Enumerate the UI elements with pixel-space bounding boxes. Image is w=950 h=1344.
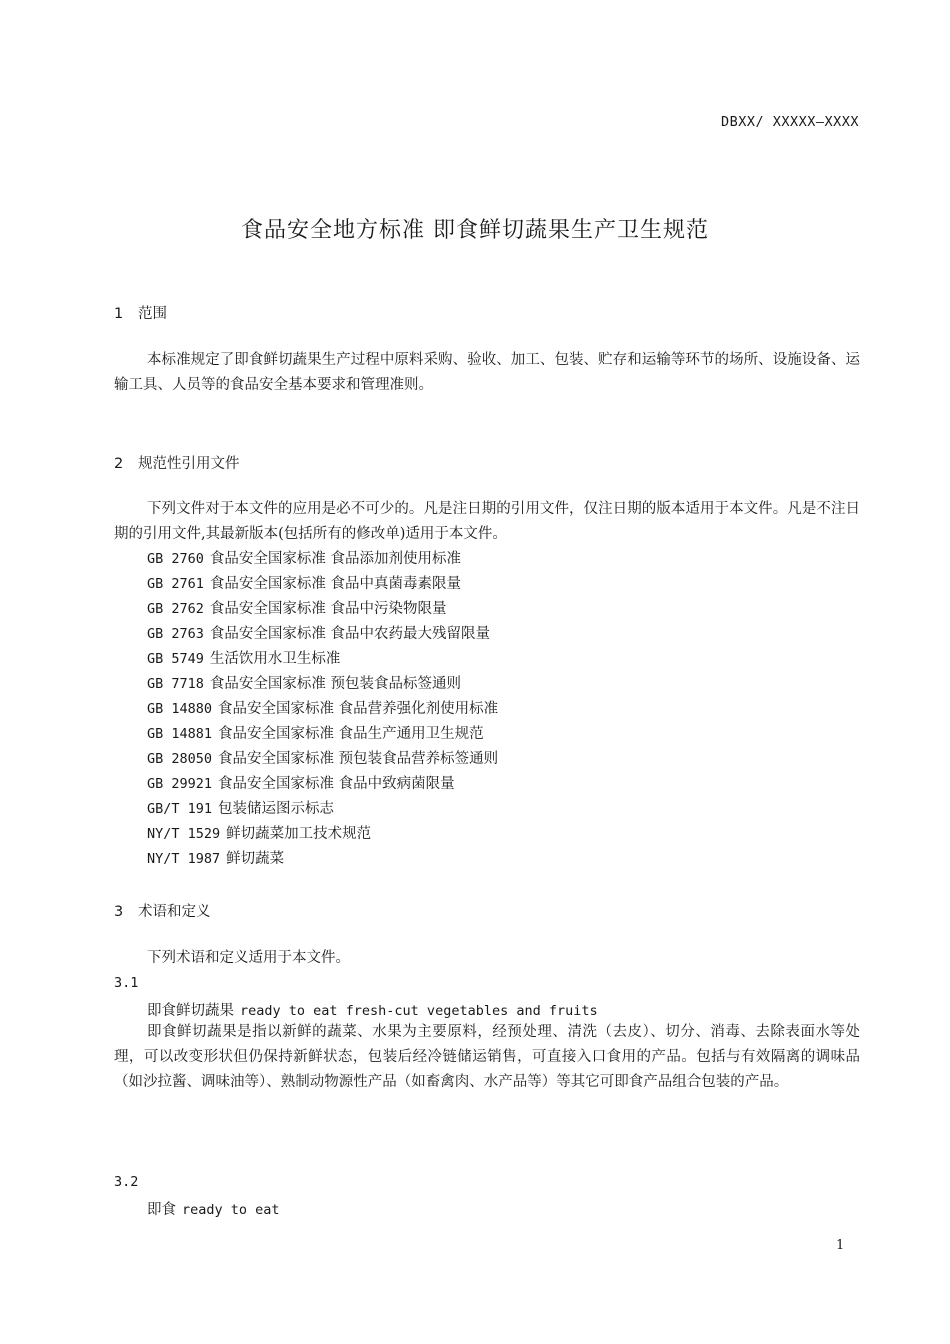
section-number: 2	[114, 456, 124, 472]
list-item	[147, 622, 498, 647]
document-title: 食品安全地方标准 即食鲜切蔬果生产卫生规范	[241, 218, 709, 243]
list-item	[147, 547, 498, 572]
list-item	[147, 572, 498, 597]
reference-name: 包装储运图示标志	[218, 801, 335, 817]
reference-code: GB 2762	[147, 601, 204, 617]
list-item	[147, 822, 498, 847]
term-chinese: 即食鲜切蔬果	[147, 1003, 234, 1019]
references-intro: 下列文件对于本文件的应用是必不可少的。凡是注日期的引用文件，仅注日期的版本适用于本文件。凡是不注日期的引用文件,其最新版本(包括所有的修改单)适用于本文件。	[114, 501, 860, 542]
term-definition: 即食鲜切蔬果是指以新鲜的蔬菜、水果为主要原料，经预处理、清洗（去皮）、切分、消毒、去除表面水等处理，可以改变形状但仍保持新鲜状态，包装后经冷链储运销售，可直接入口食用的产品。包括与有效隔离的调味品（如沙拉酱、调味油等）、熟制动物源性产品（如畜禽肉、水产品等）等其它可即食产品组合包装的产品。	[114, 1024, 860, 1090]
list-item	[147, 672, 498, 697]
list-item	[147, 697, 498, 722]
clause-number: 3.1	[114, 975, 139, 991]
term-chinese: 即食	[147, 1202, 176, 1218]
page-number: 1	[836, 1238, 845, 1253]
list-item	[147, 647, 498, 672]
term-entry	[147, 999, 598, 1020]
scope-paragraph: 本标准规定了即食鲜切蔬果生产过程中原料采购、验收、加工、包装、贮存和运输等环节的场所、设施设备、运输工具、人员等的食品安全基本要求和管理准则。	[114, 352, 860, 393]
terms-intro: 下列术语和定义适用于本文件。	[147, 950, 350, 966]
reference-list	[147, 547, 498, 872]
reference-name: 食品安全国家标准 食品中污染物限量	[209, 601, 447, 617]
section-title: 范围	[138, 306, 167, 322]
reference-name: 食品安全国家标准 食品中真菌毒素限量	[209, 576, 462, 592]
section-number: 3	[114, 904, 124, 920]
list-item	[147, 597, 498, 622]
clause-number: 3.2	[114, 1174, 139, 1190]
list-item	[147, 797, 498, 822]
reference-code: GB 29921	[147, 776, 213, 792]
reference-name: 食品安全国家标准 食品中农药最大残留限量	[209, 626, 491, 642]
reference-code: GB 14881	[147, 726, 213, 742]
reference-code: GB 28050	[147, 751, 213, 767]
term-english: ready to eat	[182, 1202, 280, 1218]
reference-code: GB 2763	[147, 626, 204, 642]
reference-name: 食品安全国家标准 食品添加剂使用标准	[209, 551, 462, 567]
section-heading-terms	[114, 900, 211, 921]
section-title: 术语和定义	[138, 904, 211, 920]
reference-code: GB 14880	[147, 701, 213, 717]
reference-code: GB 2761	[147, 576, 204, 592]
reference-name: 生活饮用水卫生标准	[209, 651, 341, 667]
term-entry	[147, 1198, 280, 1219]
section-heading-references	[114, 452, 240, 473]
reference-code: GB 7718	[147, 676, 204, 692]
reference-name: 食品安全国家标准 预包装食品营养标签通则	[218, 751, 499, 767]
reference-name: 食品安全国家标准 食品生产通用卫生规范	[218, 726, 484, 742]
document-code: DBXX/ XXXXX—XXXX	[720, 114, 859, 130]
reference-name: 食品安全国家标准 预包装食品标签通则	[209, 676, 462, 692]
reference-name: 食品安全国家标准 食品营养强化剂使用标准	[218, 701, 499, 717]
reference-code: GB 2760	[147, 551, 204, 567]
reference-code: GB/T 191	[147, 801, 213, 817]
reference-code: GB 5749	[147, 651, 204, 667]
section-heading-scope	[114, 302, 167, 323]
list-item	[147, 722, 498, 747]
list-item	[147, 847, 498, 872]
reference-name: 食品安全国家标准 食品中致病菌限量	[218, 776, 455, 792]
reference-name: 鲜切蔬菜加工技术规范	[226, 826, 372, 842]
reference-name: 鲜切蔬菜	[226, 851, 285, 867]
reference-code: NY/T 1529	[147, 826, 221, 842]
section-title: 规范性引用文件	[138, 456, 240, 472]
list-item	[147, 772, 498, 797]
list-item	[147, 747, 498, 772]
term-english: ready to eat fresh-cut vegetables and fruits	[240, 1003, 598, 1019]
reference-code: NY/T 1987	[147, 851, 221, 867]
section-number: 1	[114, 306, 124, 322]
